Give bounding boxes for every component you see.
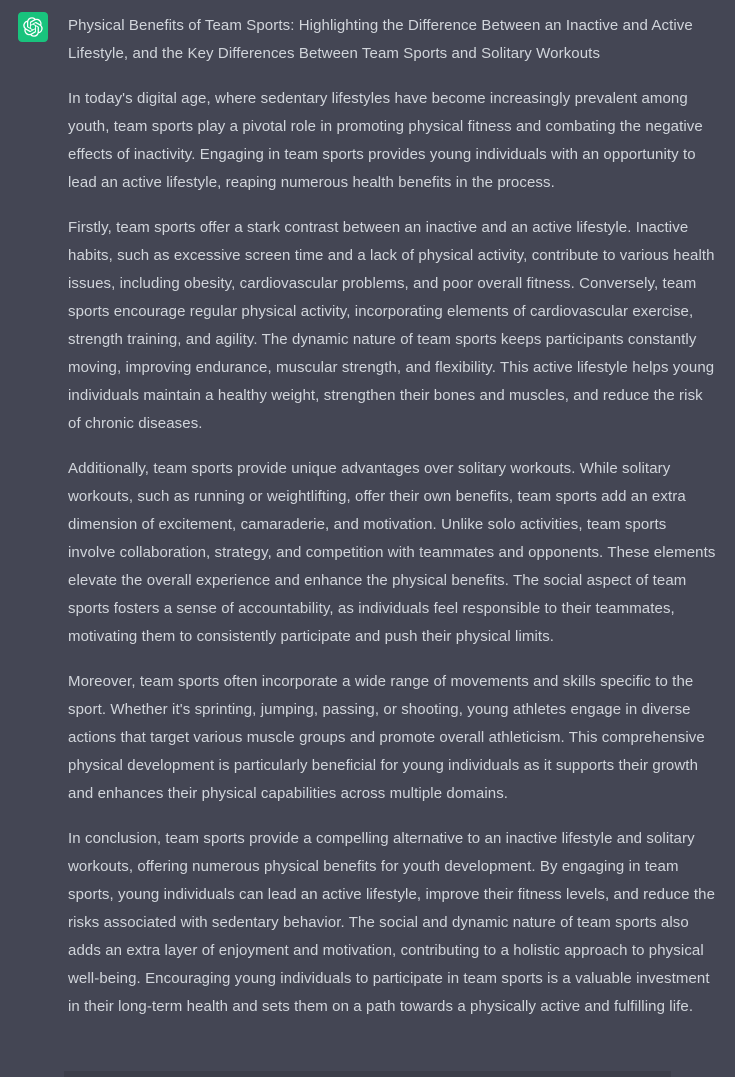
composer-top-edge	[64, 1071, 671, 1077]
assistant-avatar	[18, 12, 48, 42]
message-paragraph: In today's digital age, where sedentary lifestyles have become increasingly prevalent among youth, team sports play a pivotal role in promoting physical fitness and combating the negative effects of inactivity. Engaging in team sports provides young individuals with an opportunity to lead an active lifestyle, reaping numerous health benefits in the process.	[68, 90, 703, 191]
message-paragraph: Moreover, team sports often incorporate a wide range of movements and skills specific to the sport. Whether it's sprinting, jumping, passing, or shooting, young athletes engage in diverse actions that target various muscle groups and promote overall athleticism. This comprehensive physical development is particularly beneficial for young individuals as it supports their growth and enhances their physical capabilities across multiple domains.	[68, 673, 705, 802]
message-title: Physical Benefits of Team Sports: Highlighting the Difference Between an Inactive and Active Lifestyle, and the Key Differences Between Team Sports and Solitary Workouts	[68, 17, 693, 62]
assistant-message-content	[68, 12, 717, 1038]
message-paragraph: In conclusion, team sports provide a compelling alternative to an inactive lifestyle and solitary workouts, offering numerous physical benefits for youth development. By engaging in team sports, young individuals can lead an active lifestyle, improve their fitness levels, and reduce the risks associated with sedentary behavior. The social and dynamic nature of team sports also adds an extra layer of enjoyment and motivation, contributing to a holistic approach to physical well-being. Encouraging young individuals to participate in team sports is a valuable investment in their long-term health and sets them on a path towards a physically active and fulfilling life.	[68, 830, 716, 1015]
openai-logo-icon	[23, 17, 43, 37]
message-paragraph: Additionally, team sports provide unique advantages over solitary workouts. While solitary workouts, such as running or weightlifting, offer their own benefits, team sports add an extra dimension of excitement, camaraderie, and motivation. Unlike solo activities, team sports involve collaboration, strategy, and competition with teammates and opponents. These elements elevate the overall experience and enhance the physical benefits. The social aspect of team sports fosters a sense of accountability, as individuals feel responsible to their teammates, motivating them to consistently participate and push their physical limits.	[68, 460, 716, 645]
message-paragraph: Firstly, team sports offer a stark contrast between an inactive and an active lifestyle. Inactive habits, such as excessive screen time and a lack of physical activity, contribute to various health issues, including obesity, cardiovascular problems, and poor overall fitness. Conversely, team sports encourage regular physical activity, incorporating elements of cardiovascular exercise, strength training, and agility. The dynamic nature of team sports keeps participants constantly moving, improving endurance, muscular strength, and flexibility. This active lifestyle helps young individuals maintain a healthy weight, strengthen their bones and muscles, and reduce the risk of chronic diseases.	[68, 219, 715, 432]
